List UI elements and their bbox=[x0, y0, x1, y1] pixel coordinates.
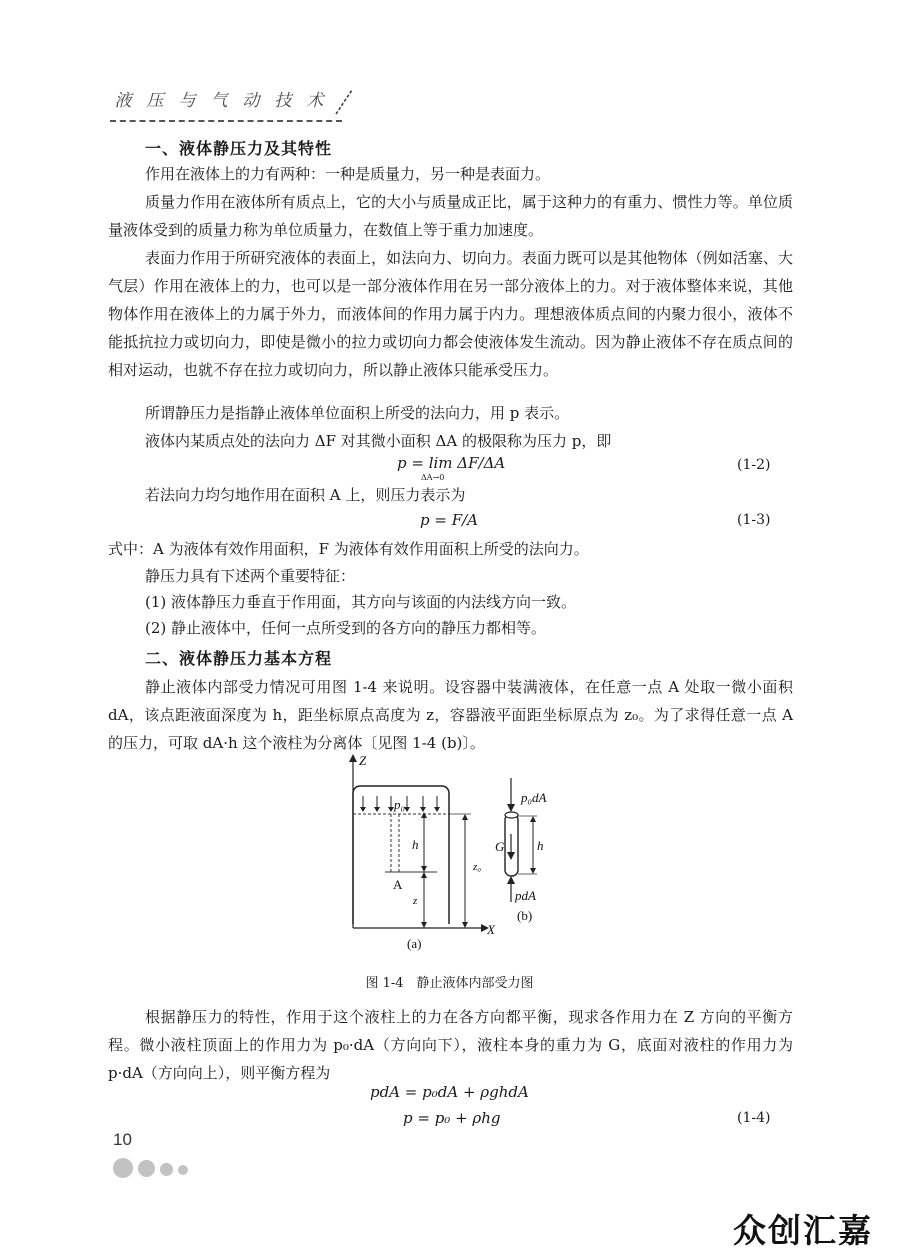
paragraph: 若法向力均匀地作用在面积 A 上，则压力表示为 bbox=[145, 486, 466, 504]
label-part-b: (b) bbox=[517, 908, 533, 923]
paragraph: 所谓静压力是指静止液体单位面积上所受的法向力，用 p 表示。 bbox=[145, 404, 570, 422]
header-dashed-rule bbox=[110, 120, 342, 122]
label-h: h bbox=[412, 837, 419, 852]
equation-number: (1-3) bbox=[737, 512, 771, 528]
label-point-a: A bbox=[393, 877, 403, 892]
figure-caption: 图 1-4 静止液体内部受力图 bbox=[365, 976, 534, 991]
figure-part-a bbox=[349, 754, 489, 932]
list-item: (2) 静止液体中，任何一点所受到的各方向的静压力都相等。 bbox=[145, 619, 547, 637]
axis-label-z: Z bbox=[359, 753, 367, 768]
header-title-char: 术 bbox=[306, 91, 324, 111]
paragraph: 静压力具有下述两个重要特征： bbox=[145, 567, 356, 585]
label-g: G bbox=[495, 839, 505, 854]
label-p0: p₀ bbox=[394, 797, 406, 812]
header-title-char: 技 bbox=[274, 91, 292, 111]
equation-limit-subscript: ΔA→0 bbox=[421, 473, 445, 482]
equation-number: (1-2) bbox=[737, 457, 771, 473]
paragraph: 作用在液体上的力有两种：一种是质量力，另一种是表面力。 bbox=[145, 165, 551, 183]
page-number: 10 bbox=[113, 1130, 132, 1149]
label-p0dA: p₀dA bbox=[521, 790, 547, 805]
paragraph: 表面力作用于所研究液体的表面上，如法向力、切向力。表面力既可以是其他物体（例如活塞、大气层）作用在液体上的力，也可以是一部分液体作用在另一部分液体上的力。对于液体整体来说，其他物体作用在液体上的力属于外力，而液体间的作用力属于内力。理想液体质点间的内聚力很小，液体不能抵抗拉力或切向力，即使是微小的拉力或切向力都会使液体发生流动。因为静止液体不存在质点间的相对运动，也就不存在拉力或切向力，所以静止液体只能承受压力。 bbox=[108, 249, 793, 379]
label-pdA: pdA bbox=[515, 888, 536, 903]
header-title-char: 与 bbox=[178, 91, 196, 111]
header-title-char: 压 bbox=[146, 91, 164, 111]
equation-number: (1-4) bbox=[737, 1110, 771, 1126]
paragraph: 质量力作用在液体所有质点上，它的大小与质量成正比，属于这种力的有重力、惯性力等。单位质量液体受到的质量力称为单位质量力，在数值上等于重力加速度。 bbox=[108, 193, 793, 239]
section-heading: 一、液体静压力及其特性 bbox=[145, 139, 333, 158]
label-part-a: (a) bbox=[407, 936, 422, 951]
section-heading: 二、液体静压力基本方程 bbox=[145, 649, 333, 668]
equation-line: p = p₀ + ρhg bbox=[403, 1109, 501, 1127]
label-z0: z₀ bbox=[473, 861, 482, 873]
equation-body: p = lim ΔF/ΔA bbox=[397, 454, 506, 472]
header-title-char: 动 bbox=[242, 91, 260, 111]
list-item: (1) 液体静压力垂直于作用面，其方向与该面的内法线方向一致。 bbox=[145, 593, 577, 611]
paragraph: 根据静压力的特性，作用于这个液柱上的力在各方向都平衡，现求各作用力在 Z 方向的平衡方程。微小液柱顶面上的作用力为 p₀·dA（方向向下），液柱本身的重力为 G，底面对液柱的作用力为 p·dA（方向向上），则平衡方程为 bbox=[108, 1008, 793, 1082]
watermark-logo: 众创汇嘉 bbox=[733, 1211, 873, 1250]
header-title-char: 气 bbox=[210, 91, 228, 111]
figure-1-4 bbox=[335, 752, 555, 958]
header-title-char: 液 bbox=[114, 91, 132, 111]
paragraph: 静止液体内部受力情况可用图 1-4 来说明。设容器中装满液体，在任意一点 A 处取一微小面积 dA，该点距液面深度为 h，距坐标原点高度为 z，容器液平面距坐标原点为 z₀。为了求得任意一点 A 的压力，可取 dA·h 这个液柱为分离体〔见图 1-4 (b)〕。 bbox=[108, 678, 793, 752]
label-z: z bbox=[413, 895, 418, 907]
paragraph: 式中：A 为液体有效作用面积，F 为液体有效作用面积上所受的法向力。 bbox=[108, 540, 589, 558]
equation-line: pdA = p₀dA + ρghdA bbox=[370, 1083, 529, 1101]
axis-label-x: X bbox=[487, 922, 495, 937]
equation-body: p = F/A bbox=[420, 511, 479, 529]
label-h-b: h bbox=[537, 838, 544, 853]
header-slash-decoration bbox=[330, 84, 360, 120]
paragraph: 液体内某质点处的法向力 ΔF 对其微小面积 ΔA 的极限称为压力 p，即 bbox=[145, 432, 612, 450]
